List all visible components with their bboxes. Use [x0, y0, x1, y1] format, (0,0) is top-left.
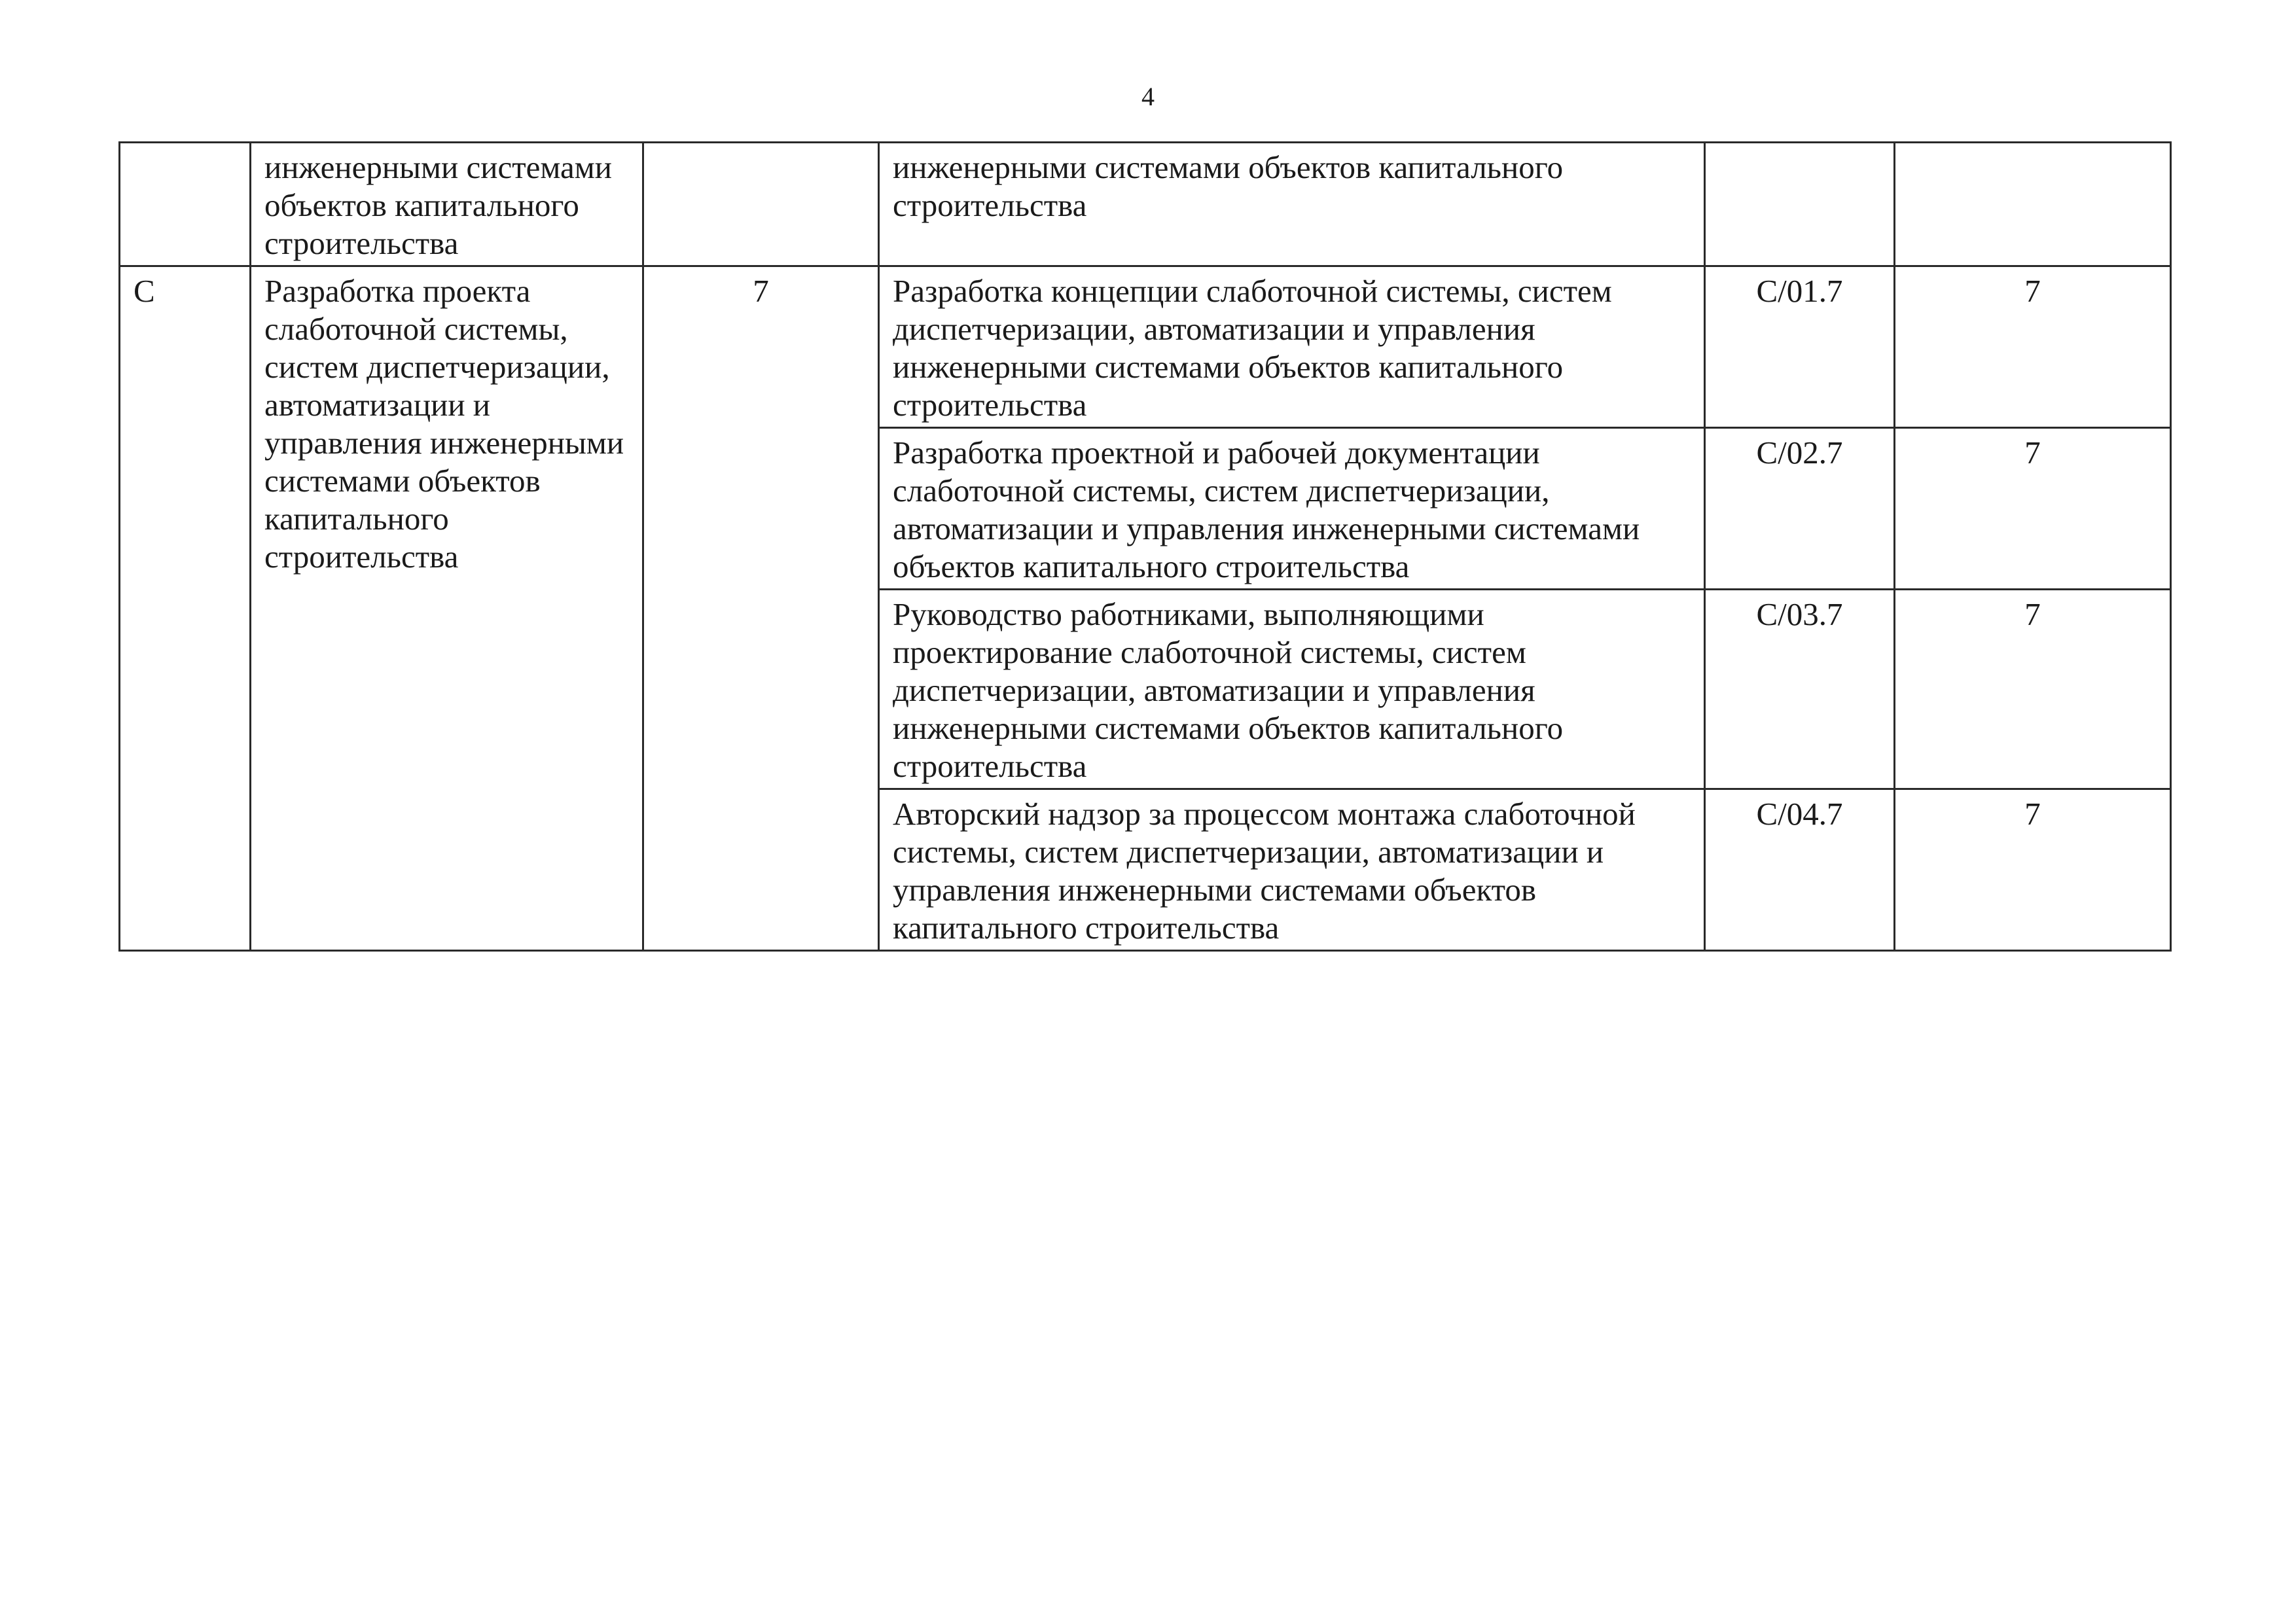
- function-code: C/01.7: [1705, 266, 1895, 428]
- function-name: Руководство работниками, выполняющими проектирование слаботочной системы, систем диспетчеризации, автоматизации и управления инженерными системами объектов капитального строительства: [879, 590, 1705, 789]
- function-code: C/02.7: [1705, 428, 1895, 590]
- qualification-level-cell-empty: [643, 143, 879, 266]
- page-number: 4: [1141, 82, 1155, 111]
- qualification-level: 7: [643, 266, 879, 951]
- function-code: C/04.7: [1705, 789, 1895, 951]
- group-code-cell-empty: [120, 143, 251, 266]
- group-code: C: [120, 266, 251, 951]
- generalized-function-name: Разработка проекта слаботочной системы, систем диспетчеризации, автоматизации и управления инженерными системами объектов капитального строительства: [251, 266, 643, 951]
- function-code-cell-empty: [1705, 143, 1895, 266]
- function-name: Авторский надзор за процессом монтажа слаботочной системы, систем диспетчеризации, автоматизации и управления инженерными системами объектов капитального строительства: [879, 789, 1705, 951]
- table-row-continuation: [120, 143, 2171, 266]
- table-row: [120, 266, 2171, 428]
- function-name: Разработка концепции слаботочной системы, систем диспетчеризации, автоматизации и управления инженерными системами объектов капитального строительства: [879, 266, 1705, 428]
- generalized-function-name-continuation: инженерными системами объектов капитального строительства: [251, 143, 643, 266]
- function-code: C/03.7: [1705, 590, 1895, 789]
- subqualification-level: 7: [1895, 266, 2171, 428]
- subqualification-level: 7: [1895, 590, 2171, 789]
- subqualification-level: 7: [1895, 428, 2171, 590]
- subqualification-level: 7: [1895, 789, 2171, 951]
- subqualification-level-cell-empty: [1895, 143, 2171, 266]
- labor-functions-table: [118, 141, 2172, 952]
- function-name: Разработка проектной и рабочей документации слаботочной системы, систем диспетчеризации, автоматизации и управления инженерными системами объектов капитального строительства: [879, 428, 1705, 590]
- function-name-continuation: инженерными системами объектов капитального строительства: [879, 143, 1705, 266]
